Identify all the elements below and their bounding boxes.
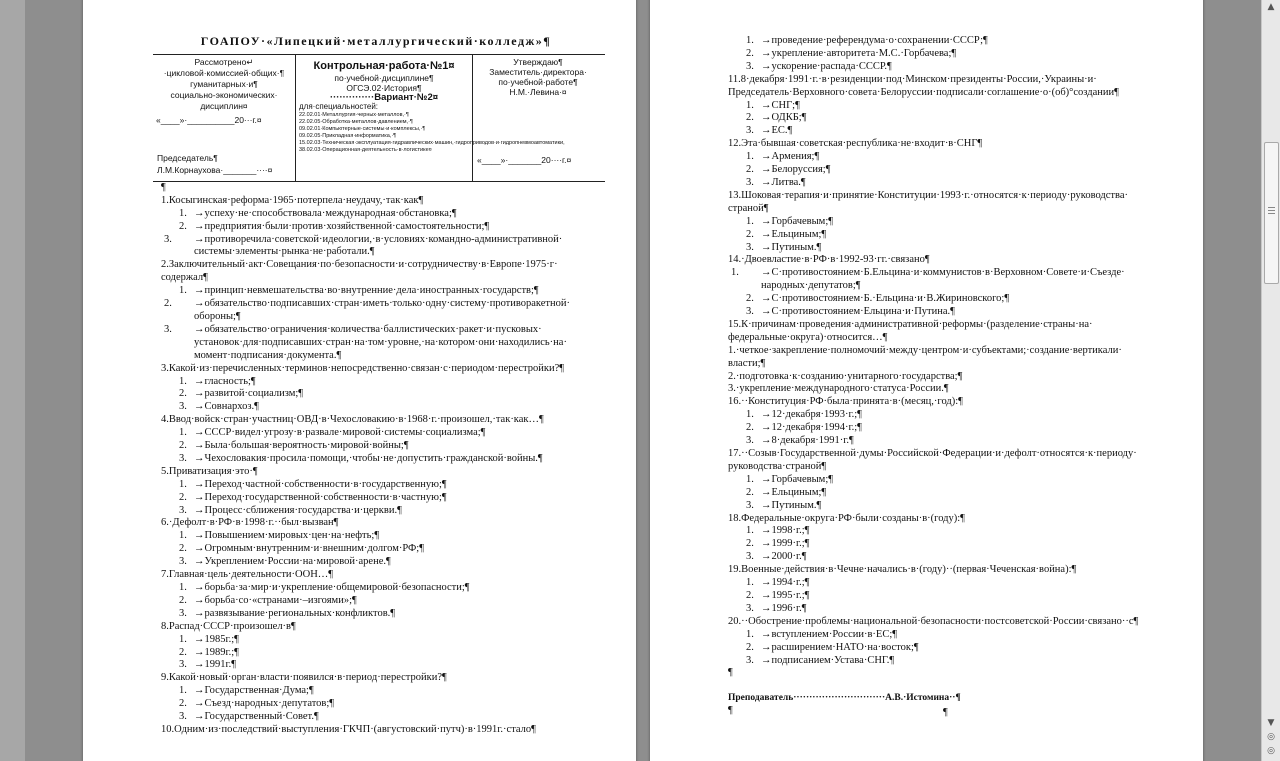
option-number: 1. (179, 375, 187, 387)
tab-arrow-icon: → (194, 607, 205, 619)
spec-line: 38.02.03·Операционная·деятельность·в·логистике¤ (299, 146, 432, 153)
tab-arrow-icon: → (761, 125, 772, 137)
answer-option (728, 422, 1158, 435)
option-number: 2. (746, 641, 754, 653)
option-number: 2. (746, 538, 754, 550)
option-text: Ельциным;¶ (771, 486, 827, 498)
option-number: 2. (164, 298, 172, 310)
answer-option (728, 35, 1158, 48)
document-page-right[interactable] (650, 0, 1203, 761)
option-text: Чехословакия·просила·помощи,·чтобы·не·допустить·гражданской·войны.¶ (204, 452, 543, 464)
option-text: 1991г.¶ (204, 659, 237, 671)
tab-arrow-icon: → (194, 388, 205, 400)
tab-arrow-icon: → (761, 267, 772, 279)
option-text: развязывание·региональных·конфликтов.¶ (204, 607, 396, 619)
option-text: 1999·г.;¶ (771, 538, 810, 550)
tab-arrow-icon: → (761, 641, 772, 653)
tab-arrow-icon: → (194, 401, 205, 413)
tab-arrow-icon: → (194, 594, 205, 606)
option-number: 3. (746, 125, 754, 137)
option-text: Горбачевым;¶ (771, 473, 834, 485)
question-text: 11.8·декабря·1991·г.·в·резиденции·под·Минском·президенты·России,·Украины·и· Председатель·Верховного·совета·Белоруссии·подписали·соглашение·о·(об)°создании¶ (728, 73, 1119, 98)
option-text: Была·большая·вероятность·мировой·войны;¶ (204, 440, 409, 452)
spec-line: 09.02.01·Компьютерные·системы·и·комплексы,·¶ (299, 125, 426, 132)
answer-option (161, 634, 601, 647)
tab-arrow-icon: → (194, 530, 205, 542)
option-number: 2. (179, 646, 187, 658)
work-title: Контрольная·работа·№1¤ (313, 59, 455, 72)
option-number: 3. (746, 435, 754, 447)
answer-option (161, 608, 601, 621)
page-right-content (728, 35, 1158, 718)
option-text: Путиным.¶ (771, 499, 822, 511)
answer-option (728, 435, 1158, 448)
option-number: 1. (179, 285, 187, 297)
answer-option (728, 293, 1158, 306)
option-text: Армения;¶ (771, 151, 820, 163)
tab-arrow-icon: → (761, 176, 772, 188)
option-text: 1996·г.¶ (771, 602, 807, 614)
answer-option (728, 629, 1158, 642)
option-number: 3. (179, 607, 187, 619)
question-text: 1.·четкое·закрепление·полномочий·между·центром·и·субъектами;·создание·вертикали· власти;¶ (728, 344, 1122, 369)
option-number: 3. (164, 323, 172, 335)
answer-option (728, 306, 1158, 319)
spec-line: 15.02.03·Техническая·эксплуатация·гидравлических·машин,·гидроприводов·и·гидропневмоавтоматики, (299, 139, 565, 146)
option-number: 2. (746, 47, 754, 59)
tab-arrow-icon: → (194, 323, 205, 335)
option-number: 2. (746, 589, 754, 601)
option-text: Съезд·народных·депутатов;¶ (204, 698, 335, 710)
tab-arrow-icon: → (761, 35, 772, 46)
option-text: Переход·частной·собственности·в·государственную;¶ (204, 478, 447, 490)
option-text: 8·декабря·1991·г.¶ (771, 435, 854, 447)
tab-arrow-icon: → (194, 685, 205, 697)
scroll-up-icon[interactable]: ▲ (1267, 2, 1275, 12)
tab-arrow-icon: → (194, 298, 205, 310)
option-number: 1. (179, 582, 187, 593)
chair-name: Л.М.Корнаухова·_______····¤ (157, 164, 273, 175)
option-text: Путиным.¶ (771, 241, 822, 253)
answer-option (728, 538, 1158, 551)
answer-option (161, 453, 601, 466)
answer-option (728, 642, 1158, 655)
option-number: 2. (746, 486, 754, 498)
question-text: 10.Одним·из·последствий·выступления·ГКЧП·(августовский·путч)·в·1991г.·стало¶ (161, 723, 536, 735)
option-text: Литва.¶ (771, 176, 806, 188)
option-text: Ельциным;¶ (771, 228, 827, 240)
option-number: 3. (746, 602, 754, 614)
tab-arrow-icon: → (194, 375, 205, 387)
option-text: Переход·государственной·собственности·в·частную;¶ (204, 491, 447, 503)
option-text: противоречила·советской·идеологии,·в·условиях·командно-административной· системы·элементы·рынка·не·работали.¶ (194, 233, 563, 258)
option-text: борьба·за·мир·и·укрепление·общемировой·безопасности;¶ (204, 582, 470, 593)
variant-label: ··············Вариант·№2¤ (329, 91, 439, 103)
option-text: ОДКБ;¶ (771, 112, 807, 124)
option-text: ЕС.¶ (771, 125, 793, 137)
option-text: проведение·референдума·о·сохранении·СССР;¶ (771, 35, 988, 46)
tab-arrow-icon: → (761, 241, 772, 253)
option-number: 1. (179, 530, 187, 542)
tab-arrow-icon: → (194, 543, 205, 555)
next-page-icon[interactable]: ◎ (1267, 746, 1275, 756)
option-number: 2. (179, 220, 187, 232)
option-text: Укреплением·России·на·мировой·арене.¶ (204, 556, 391, 568)
tab-arrow-icon: → (761, 409, 772, 421)
answer-option (161, 543, 601, 556)
tab-arrow-icon: → (194, 504, 205, 516)
approved-line: по·учебной·работе¶ (498, 76, 578, 87)
option-number: 2. (179, 388, 187, 400)
option-number: 3. (179, 504, 187, 516)
tab-arrow-icon: → (194, 698, 205, 710)
option-text: 1994·г.;¶ (771, 577, 810, 589)
option-number: 2. (746, 293, 754, 305)
option-number: 2. (179, 543, 187, 555)
option-number: 2. (746, 112, 754, 124)
vertical-scrollbar[interactable] (1261, 0, 1280, 761)
option-text: ускорение·распада·СССР.¶ (771, 60, 892, 72)
answer-option (161, 685, 601, 698)
question-text: 13.Шоковая·терапия·и·принятие·Конституции·1993·г.·относятся·к·периоду·руководства· страной¶ (728, 189, 1128, 214)
reviewed-line: социально-экономических· (170, 89, 278, 100)
approved-line: Н.М.·Левина·¤ (509, 86, 567, 97)
header-table (153, 54, 605, 182)
answer-option (161, 698, 601, 711)
answer-option (161, 376, 601, 389)
answer-option (728, 48, 1158, 61)
option-number: 1. (179, 207, 187, 219)
approved-line: Заместитель·директора· (489, 66, 587, 77)
tab-arrow-icon: → (194, 207, 205, 219)
question-text: 8.Распад·СССР·произошел·в¶ (161, 620, 296, 632)
option-text: вступлением·России·в·ЕС;¶ (771, 628, 898, 640)
option-text: подписанием·Устава·СНГ.¶ (771, 654, 895, 666)
option-number: 3. (179, 556, 187, 568)
question-text: 14.·Двоевластие·в·РФ·в·1992-93·гг.·связано¶ (728, 254, 930, 266)
option-number: 1. (179, 478, 187, 490)
tab-arrow-icon: → (194, 659, 205, 671)
option-number: 1. (746, 473, 754, 485)
tab-arrow-icon: → (194, 233, 205, 245)
teacher-signature: Преподаватель·····························А.В.·Истомина··¶ (728, 693, 961, 704)
option-text: С·противостоянием·Ельцина·и·Путина.¶ (771, 306, 955, 318)
paragraph-mark: ¶ (161, 181, 166, 193)
option-text: 12·декабря·1994·г.;¶ (771, 422, 862, 434)
option-text: Совнархоз.¶ (204, 401, 259, 413)
question-text: 15.К·причинам·проведения·административной·реформы·(разделение·страны·на· федеральные·округа)·относится…¶ (728, 318, 1093, 343)
option-number: 2. (179, 491, 187, 503)
option-text: развитой·социализм;¶ (204, 388, 304, 400)
question-text: 20.··Обострение·проблемы·национальной·безопасности·постсоветской·России·связано··с¶ (728, 615, 1139, 627)
option-number: 1. (746, 99, 754, 111)
option-text: Горбачевым;¶ (771, 215, 834, 227)
question-text: 17.··Созыв·Государственной·думы·Российской·Федерации·и·дефолт·относятся·к·периоду· руководства·страной¶ (728, 448, 1137, 472)
grip-icon (1268, 207, 1275, 215)
specialities (299, 101, 565, 154)
option-number: 2. (746, 228, 754, 240)
option-number: 1. (746, 525, 754, 537)
option-number: 3. (179, 452, 187, 464)
option-number: 3. (179, 401, 187, 413)
option-text: 1995·г.;¶ (771, 589, 810, 601)
option-number: 1. (746, 577, 754, 589)
option-text: 1985г.;¶ (204, 633, 239, 645)
tab-arrow-icon: → (761, 293, 772, 305)
tab-arrow-icon: → (761, 164, 772, 176)
question-text: 9.Какой·новый·орган·власти·появился·в·период·перестройки?¶ (161, 672, 447, 684)
document-page-left[interactable] (83, 0, 636, 761)
answer-option (161, 221, 601, 234)
answer-option (728, 164, 1158, 177)
reviewed-date: «____»·__________20···г.¤ (156, 114, 262, 125)
answer-option (728, 177, 1158, 190)
tab-arrow-icon: → (194, 440, 205, 452)
option-number: 1. (746, 151, 754, 163)
option-number: 3. (746, 306, 754, 318)
tab-arrow-icon: → (761, 151, 772, 163)
questions-list-left (161, 182, 601, 737)
spec-line: 09.02.05·Прикладная·информатика,·¶ (299, 132, 397, 139)
answer-option (161, 530, 601, 543)
option-number: 2. (746, 422, 754, 434)
page-left-content (156, 34, 601, 737)
option-number: 1. (746, 628, 754, 640)
question-text: 19.Военные·действия·в·Чечне·начались·в·(году)··(первая·Чеченская·война):¶ (728, 564, 1077, 576)
tab-arrow-icon: → (761, 499, 772, 511)
answer-option (161, 324, 601, 363)
tab-arrow-icon: → (194, 556, 205, 568)
scrollbar-thumb[interactable] (1264, 142, 1279, 284)
question-text: 6.·Дефолт·в·РФ·в·1998·г.··был·вызван¶ (161, 517, 339, 529)
tab-arrow-icon: → (761, 47, 772, 59)
option-text: борьба·со·«странами·–изгоями»;¶ (204, 594, 357, 606)
answer-option (161, 208, 601, 221)
tab-arrow-icon: → (761, 486, 772, 498)
option-text: 1989г.;¶ (204, 646, 239, 658)
answer-option (161, 285, 601, 298)
option-text: 2000·г.¶ (771, 551, 807, 563)
option-text: С·противостоянием·Б.Ельцина·и·коммунистов·в·Верховном·Совете·и·Съезде· народных·депутатов;¶ (761, 267, 1125, 292)
question-text: 3.Какой·из·перечисленных·терминов·непосредственно·связан·с·периодом·перестройки?¶ (161, 362, 565, 374)
option-number: 1. (179, 633, 187, 645)
discipline-line: по·учебной·дисциплине¶ (334, 72, 434, 83)
option-text: Государственная·Дума;¶ (204, 685, 314, 697)
answer-option (728, 242, 1158, 255)
answer-option (728, 487, 1158, 500)
spec-line: 22.02.05·Обработка·металлов·давлением,·¶ (299, 118, 413, 125)
option-text: расширением·НАТО·на·восток;¶ (771, 641, 919, 653)
answer-option (161, 582, 601, 595)
question-text: 3.·укрепление·международного·статуса·России.¶ (728, 383, 949, 395)
option-text: Повышением·мировых·цен·на·нефть;¶ (204, 530, 380, 542)
tab-arrow-icon: → (194, 478, 205, 490)
tab-arrow-icon: → (761, 628, 772, 640)
option-text: СССР·видел·угрозу·в·развале·мировой·системы·социализма;¶ (204, 427, 486, 439)
option-text: обязательство·подписавших·стран·иметь·только·одну·систему·противоракетной· обороны;¶ (194, 298, 571, 322)
reviewed-line: Рассмотрено↵ (194, 56, 254, 67)
option-number: 1. (746, 215, 754, 227)
tab-arrow-icon: → (194, 711, 205, 723)
option-text: предприятия·были·против·хозяйственной·самостоятельности;¶ (204, 220, 490, 232)
answer-option (728, 500, 1158, 513)
option-number: 3. (746, 176, 754, 188)
option-number: 1. (746, 409, 754, 421)
spec-label: для·специальностей: (299, 101, 379, 111)
option-text: 1998·г.;¶ (771, 525, 810, 537)
question-text: 4.Ввод·войск·стран·участниц·ОВД·в·Чехословакию·в·1968·г.·произошел,·так·как…¶ (161, 414, 544, 426)
answer-option (161, 659, 601, 672)
header-col-reviewed (153, 55, 296, 181)
option-number: 2. (179, 594, 187, 606)
reviewed-line: дисциплин¤ (200, 100, 248, 111)
tab-arrow-icon: → (761, 577, 772, 589)
answer-option (728, 409, 1158, 422)
question-text: 18.Федеральные·округа·РФ·были·созданы·в·(году):¶ (728, 512, 965, 524)
question-text: 2.·подготовка·к·созданию·унитарного·государства;¶ (728, 370, 963, 382)
option-text: Государственный·Совет.¶ (204, 711, 319, 723)
tab-arrow-icon: → (761, 60, 772, 72)
tab-arrow-icon: → (194, 582, 205, 593)
answer-option (728, 100, 1158, 113)
tab-arrow-icon: → (194, 633, 205, 645)
question-text: 12.Эта·бывшая·советская·республика·не·входит·в·СНГ¶ (728, 138, 983, 150)
tab-arrow-icon: → (194, 285, 205, 297)
answer-option (161, 595, 601, 608)
question-text: 2.Заключительный·акт·Совещания·по·безопасности·и·сотрудничеству·в·Европе·1975·г· содержал¶ (161, 259, 558, 284)
tab-arrow-icon: → (194, 646, 205, 658)
answer-option (161, 234, 601, 260)
option-text: Процесс·сближения·государства·и·церкви.¶ (204, 504, 402, 516)
option-number: 3. (179, 711, 187, 723)
tab-arrow-icon: → (761, 602, 772, 614)
answer-option (161, 298, 601, 324)
tab-arrow-icon: → (761, 473, 772, 485)
tab-arrow-icon: → (761, 435, 772, 447)
tab-arrow-icon: → (761, 99, 772, 111)
tab-arrow-icon: → (194, 427, 205, 439)
answer-option (728, 229, 1158, 242)
tab-arrow-icon: → (761, 112, 772, 124)
answer-option (728, 112, 1158, 125)
discipline-line: ОГСЭ.02·История¶ (346, 82, 422, 93)
tab-arrow-icon: → (761, 422, 772, 434)
tab-arrow-icon: → (761, 551, 772, 563)
option-text: Белоруссия;¶ (771, 164, 831, 176)
option-number: 1. (179, 427, 187, 439)
document-title: ГОАПОУ·«Липецкий·металлургический·колледж»¶ (200, 34, 552, 48)
tab-arrow-icon: → (194, 220, 205, 232)
option-number: 3. (746, 241, 754, 253)
spec-line: 22.02.01·Металлургия·черных·металлов,·¶ (299, 111, 409, 118)
option-text: С·противостоянием·Б.·Ельцина·и·В.Жириновского;¶ (771, 293, 1010, 305)
option-number: 3. (746, 60, 754, 72)
answer-option (728, 590, 1158, 603)
tab-arrow-icon: → (194, 491, 205, 503)
page-end-mark: ¶ (943, 707, 948, 718)
option-text: СНГ;¶ (771, 99, 800, 111)
answer-option (161, 711, 601, 724)
option-text: 12·декабря·1993·г.;¶ (771, 409, 862, 421)
paragraph-mark: ¶ (728, 667, 733, 679)
option-number: 3. (746, 654, 754, 666)
option-number: 1. (731, 267, 739, 279)
answer-option (161, 647, 601, 660)
chair-label: Председатель¶ (157, 152, 218, 163)
option-text: успеху·не·способствовала·международная·обстановка;¶ (204, 207, 457, 219)
answer-option (728, 551, 1158, 564)
answer-option (728, 525, 1158, 538)
question-text: 16.··Конституция·РФ·была·принята·в·(месяц,·год):¶ (728, 396, 963, 408)
answer-option (161, 505, 601, 518)
option-number: 3. (746, 551, 754, 563)
tab-arrow-icon: → (761, 525, 772, 537)
tab-arrow-icon: → (761, 654, 772, 666)
option-number: 1. (179, 685, 187, 697)
answer-option (728, 125, 1158, 138)
reviewed-line: ·цикловой·комиссией·общих·¶ (163, 67, 285, 78)
header-col-approved (473, 55, 603, 181)
questions-list-right (728, 35, 1158, 680)
answer-option (728, 216, 1158, 229)
tab-arrow-icon: → (194, 452, 205, 464)
tab-arrow-icon: → (761, 538, 772, 550)
answer-option (161, 479, 601, 492)
answer-option (728, 577, 1158, 590)
answer-option (161, 440, 601, 453)
answer-option (728, 474, 1158, 487)
answer-option (728, 655, 1158, 668)
option-number: 3. (179, 659, 187, 671)
reviewed-line: гуманитарных·и¶ (190, 78, 258, 89)
answer-option (728, 267, 1158, 293)
option-text: гласность;¶ (204, 375, 256, 387)
answer-option (728, 603, 1158, 616)
option-number: 2. (746, 164, 754, 176)
approved-line: Утверждаю¶ (513, 56, 563, 67)
option-text: Огромным·внутренним·и·внешним·долгом·РФ;¶ (204, 543, 424, 555)
tab-arrow-icon: → (761, 589, 772, 601)
left-margin-strip (0, 0, 25, 761)
question-text: 5.Приватизация·это·¶ (161, 465, 258, 477)
option-text: обязательство·ограничения·количества·баллистических·ракет·и·пусковых· установок·для·подписавших·стран·на·том·уровне,·на·котором·они·находились·на· момент·подписания·документа.¶ (194, 323, 567, 361)
scroll-down-icon[interactable]: ▼ (1267, 718, 1275, 728)
option-number: 2. (179, 698, 187, 710)
answer-option (728, 151, 1158, 164)
answer-option (161, 388, 601, 401)
answer-option (161, 401, 601, 414)
tab-arrow-icon: → (761, 306, 772, 318)
question-text: 1.Косыгинская·реформа·1965·потерпела·неудачу,·так·как¶ (161, 194, 424, 206)
option-number: 2. (179, 440, 187, 452)
answer-option (161, 492, 601, 505)
option-number: 3. (746, 499, 754, 511)
tab-arrow-icon: → (761, 228, 772, 240)
answer-option (161, 556, 601, 569)
answer-option (728, 61, 1158, 74)
signature-mark: ¶ (728, 705, 733, 717)
option-text: принцип·невмешательства·во·внутренние·дела·иностранных·государств;¶ (204, 285, 539, 297)
tab-arrow-icon: → (761, 215, 772, 227)
question-text: 7.Главная·цель·деятельности·ООН…¶ (161, 569, 334, 581)
option-number: 3. (164, 233, 172, 245)
option-number: 1. (746, 35, 754, 46)
answer-option (161, 427, 601, 440)
option-text: укрепление·авторитета·М.С.·Горбачева;¶ (771, 47, 957, 59)
prev-page-icon[interactable]: ◎ (1267, 732, 1275, 742)
approved-date: «____»·_______20····г.¤ (477, 154, 572, 165)
